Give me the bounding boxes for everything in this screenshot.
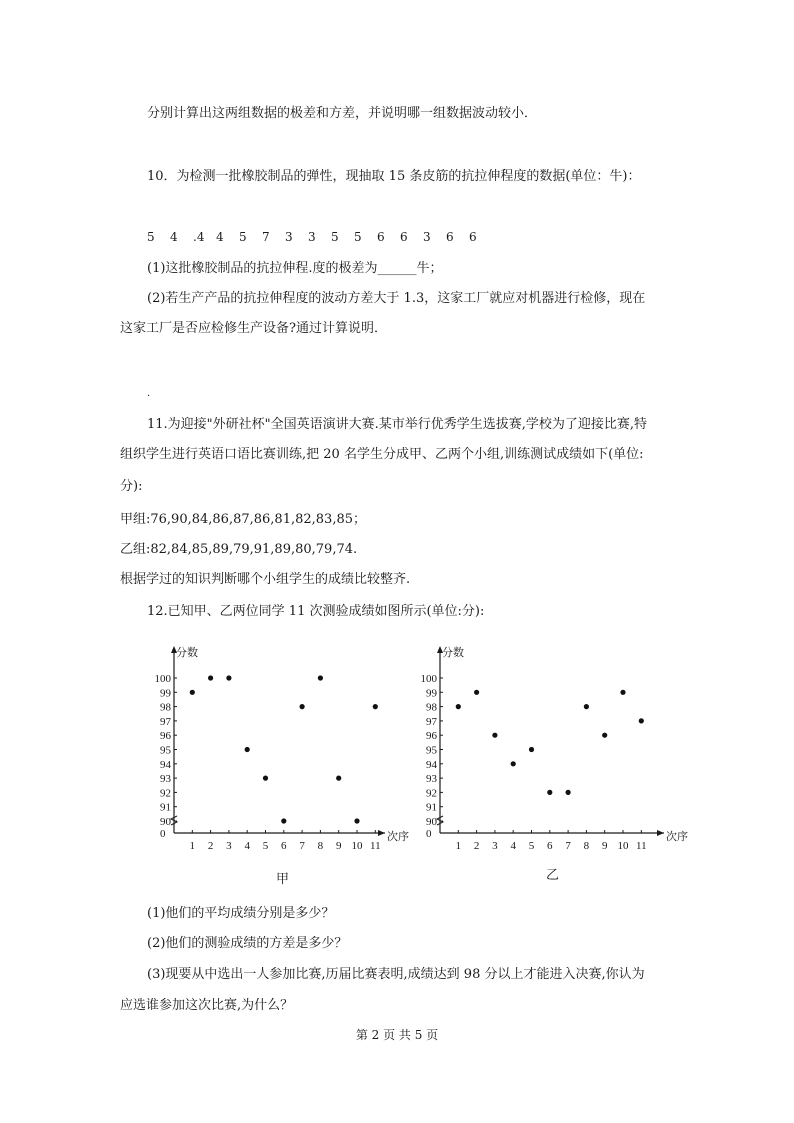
x-tick-label: 5	[528, 840, 535, 852]
data-point	[456, 704, 461, 709]
q10-value: 6	[446, 230, 454, 244]
y-tick-label: 96	[160, 730, 171, 743]
x-axis-arrow-icon	[657, 830, 664, 836]
data-point	[584, 704, 589, 709]
x-tick-label: 10	[617, 840, 629, 852]
data-point	[547, 790, 552, 795]
q11-group-a: 甲组:76,90,84,86,87,86,81,82,83,85；	[120, 512, 366, 527]
y-tick-label: 91	[426, 801, 437, 814]
x-tick-label: 7	[565, 840, 571, 852]
q10-value: 6	[377, 230, 385, 244]
q11-line3: 分):	[120, 479, 143, 494]
data-point	[529, 747, 534, 752]
y-tick-label: 92	[160, 787, 171, 800]
q12-part3-line1: (3)现要从中选出一人参加比赛,历届比赛表明,成绩达到 98 分以上才能进入决赛,你认为	[147, 967, 645, 982]
q10-data-row	[147, 230, 492, 244]
y-tick-label: 97	[426, 715, 437, 728]
y-tick-label: 91	[160, 801, 171, 814]
origin-label: 0	[426, 828, 432, 840]
x-tick-label: 2	[207, 840, 214, 852]
y-tick-label: 92	[426, 787, 437, 800]
x-axis-label: 次序	[387, 831, 409, 843]
data-point	[336, 776, 341, 781]
q10-part2-line2: 这家工厂是否应检修生产设备?通过计算说明．	[120, 321, 387, 336]
data-point	[602, 733, 607, 738]
q10-part2-line1: (2)若生产产品的抗拉伸程度的波动方差大于 1.3，这家工厂就应对机器进行检修，现在	[147, 291, 646, 306]
y-tick-label: 93	[426, 773, 437, 786]
data-point	[474, 690, 479, 695]
q10-value: 6	[400, 230, 408, 244]
q10-value: 5	[354, 230, 362, 244]
y-tick-label: 100	[420, 673, 437, 685]
y-axis-label: 分数	[176, 647, 198, 659]
q9-tail-text: 分别计算出这两组数据的极差和方差，并说明哪一组数据波动较小．	[147, 106, 538, 121]
x-tick-label: 1	[455, 840, 462, 852]
x-tick-label: 4	[244, 840, 250, 852]
scatter-chart-yi	[412, 640, 702, 885]
y-tick-label: 96	[426, 730, 437, 743]
q10-value: 3	[308, 230, 316, 244]
x-tick-label: 5	[262, 840, 269, 852]
x-tick-label: 4	[510, 840, 516, 852]
q10-value: 4	[216, 230, 224, 244]
y-tick-label: 100	[154, 673, 171, 685]
data-point	[318, 675, 323, 680]
x-tick-label: 6	[281, 840, 287, 852]
x-tick-label: 6	[547, 840, 553, 852]
q10-value: 4	[170, 230, 178, 244]
y-tick-label: 95	[426, 744, 437, 757]
x-tick-label: 11	[636, 840, 647, 852]
x-axis-label: 次序	[666, 831, 688, 843]
stray-dot: .	[147, 388, 151, 399]
q10-value: 7	[262, 230, 270, 244]
q10-value: 5	[239, 230, 247, 244]
q10-value: 3	[285, 230, 293, 244]
data-point	[300, 704, 305, 709]
x-axis-arrow-icon	[378, 830, 385, 836]
q10-value: 6	[469, 230, 477, 244]
y-tick-label: 98	[160, 701, 171, 714]
q12-part3-line2: 应选谁参加这次比赛,为什么？	[120, 998, 294, 1013]
y-tick-label: 98	[426, 701, 437, 714]
q10-stem: 10．为检测一批橡胶制品的弹性，现抽取 15 条皮筋的抗拉伸程度的数据(单位：牛)：	[147, 169, 641, 184]
q10-value: 5	[331, 230, 339, 244]
x-tick-label: 8	[317, 840, 324, 852]
y-tick-label: 94	[426, 758, 437, 771]
x-tick-label: 2	[473, 840, 480, 852]
data-point	[354, 818, 359, 823]
data-point	[566, 790, 571, 795]
x-tick-label: 3	[226, 840, 232, 852]
data-point	[190, 690, 195, 695]
x-tick-label: 1	[189, 840, 196, 852]
y-tick-label: 93	[160, 773, 171, 786]
y-tick-label: 94	[160, 758, 171, 771]
scatter-chart-jia	[154, 640, 420, 885]
q10-value: .4	[193, 230, 205, 244]
q12-stem: 12.已知甲、乙两位同学 11 次测验成绩如图所示(单位:分):	[147, 604, 485, 619]
y-tick-label: 97	[160, 715, 171, 728]
data-point	[245, 747, 250, 752]
x-tick-label: 9	[601, 840, 608, 852]
q11-question: 根据学过的知识判断哪个小组学生的成绩比较整齐.	[120, 572, 411, 587]
y-tick-label: 90	[160, 816, 171, 828]
x-tick-label: 8	[583, 840, 590, 852]
x-tick-label: 10	[351, 840, 363, 852]
data-point	[620, 690, 625, 695]
y-tick-label: 99	[160, 687, 171, 700]
x-tick-label: 7	[299, 840, 305, 852]
data-point	[208, 675, 213, 680]
q12-part2: (2)他们的测验成绩的方差是多少？	[147, 936, 348, 951]
q11-line1: 11.为迎接"外研社杯"全国英语演讲大赛.某市举行优秀学生选拔赛,学校为了迎接比赛,特	[147, 417, 648, 432]
q10-part1: (1)这批橡胶制品的抗拉伸程.度的极差为______牛；	[147, 261, 443, 276]
data-point	[281, 818, 286, 823]
q12-part1: (1)他们的平均成绩分别是多少？	[147, 906, 335, 921]
y-tick-label: 90	[426, 816, 437, 828]
y-axis-label: 分数	[442, 647, 464, 659]
x-tick-label: 9	[335, 840, 342, 852]
data-point	[226, 675, 231, 680]
q11-group-b: 乙组:82,84,85,89,79,91,89,80,79,74.	[120, 542, 358, 557]
data-point	[373, 704, 378, 709]
page-footer: 第 2 页 共 5 页	[355, 1028, 439, 1042]
data-point	[263, 776, 268, 781]
q10-value: 5	[147, 230, 155, 244]
data-point	[639, 718, 644, 723]
origin-label: 0	[160, 828, 166, 840]
q10-value: 3	[423, 230, 431, 244]
y-tick-label: 95	[160, 744, 171, 757]
y-tick-label: 99	[426, 687, 437, 700]
q11-line2: 组织学生进行英语口语比赛训练,把 20 名学生分成甲、乙两个小组,训练测试成绩如下(单位:	[120, 447, 644, 462]
chart-caption-jia: 甲	[276, 872, 290, 887]
chart-caption-yi: 乙	[546, 868, 560, 883]
data-point	[511, 761, 516, 766]
data-point	[492, 733, 497, 738]
x-tick-label: 3	[492, 840, 498, 852]
x-tick-label: 11	[370, 840, 381, 852]
